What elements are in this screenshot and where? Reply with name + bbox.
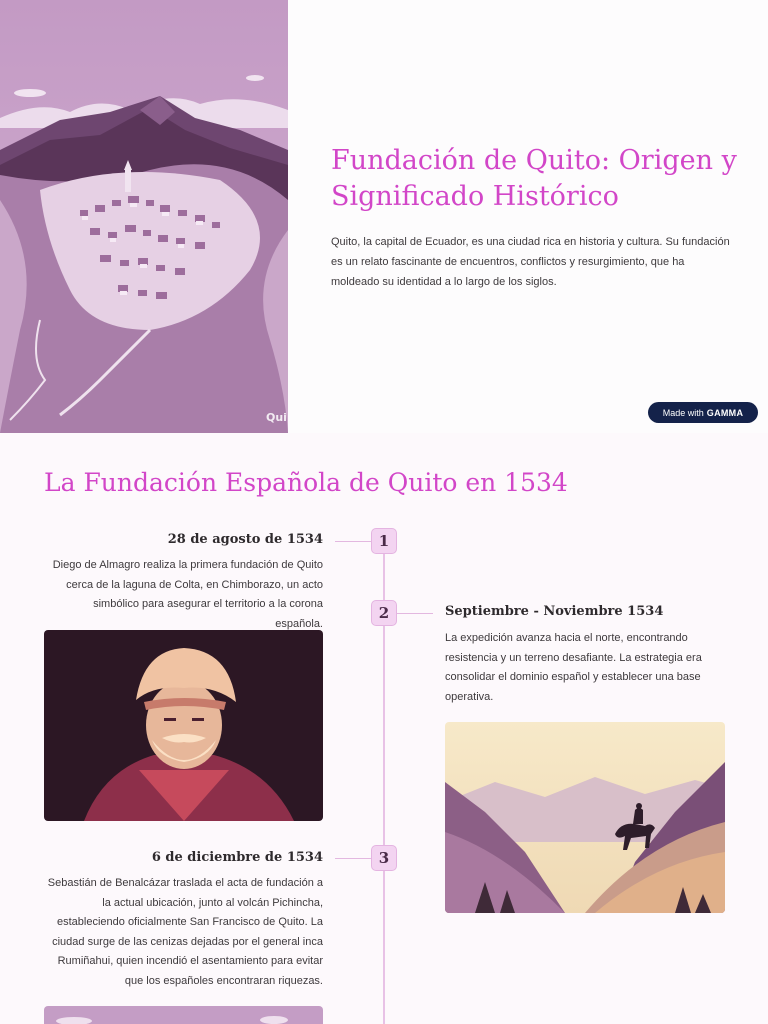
step-text-1: Diego de Almagro realiza la primera fundación de Quito cerca de la laguna de Colta, en Chimborazo, un acto simbólico para asegurar el territorio a la corona española. — [52, 559, 323, 630]
photo-rider-mountains — [445, 722, 725, 913]
made-with-gamma-badge[interactable] — [648, 402, 758, 423]
hero-caption: Qui — [266, 411, 287, 424]
timeline-title: La Fundación Española de Quito en 1534 — [44, 468, 568, 497]
step-date-2: Septiembre - Noviembre 1534 — [445, 604, 664, 619]
step-text-2: La expedición avanza hacia el norte, encontrando resistencia y un terreno desafiante. La estrategia era consolidar el dominio español y establecer una base operativa. — [445, 632, 702, 703]
photo-conquistador — [44, 630, 323, 821]
intro-paragraph: Quito, la capital de Ecuador, es una ciudad rica en historia y cultura. Su fundación es un relato fascinante de encuentros, conflictos y resurgimiento, que ha moldeado su identidad a lo largo de los siglos. — [331, 236, 730, 288]
title-slide — [0, 0, 768, 433]
badge-prefix: Made with — [662, 407, 704, 418]
step-date-1: 28 de agosto de 1534 — [167, 532, 323, 547]
connector-1 — [335, 541, 371, 542]
step-number-1: 1 — [371, 528, 397, 554]
page-title: Fundación de Quito: Origen y Significado Histórico — [331, 145, 737, 212]
photo-quito-valley — [44, 1006, 323, 1024]
timeline-slide — [0, 433, 768, 1024]
badge-brand: GAMMA — [706, 407, 744, 418]
step-text-3: Sebastián de Benalcázar traslada el acta de fundación a la actual ubicación, junto al volcán Pichincha, estableciendo oficialmente San Francisco de Quito. La ciudad surge de las cenizas dejadas por el general inca Rumiñahui, quien incendió el asentamiento para evitar que los españoles encontraran riquezas. — [47, 877, 323, 987]
hero-illustration-quito — [0, 0, 288, 433]
connector-2 — [397, 613, 433, 614]
step-number-3: 3 — [371, 845, 397, 871]
connector-3 — [335, 858, 371, 859]
step-number-2: 2 — [371, 600, 397, 626]
step-date-3: 6 de diciembre de 1534 — [151, 850, 323, 865]
